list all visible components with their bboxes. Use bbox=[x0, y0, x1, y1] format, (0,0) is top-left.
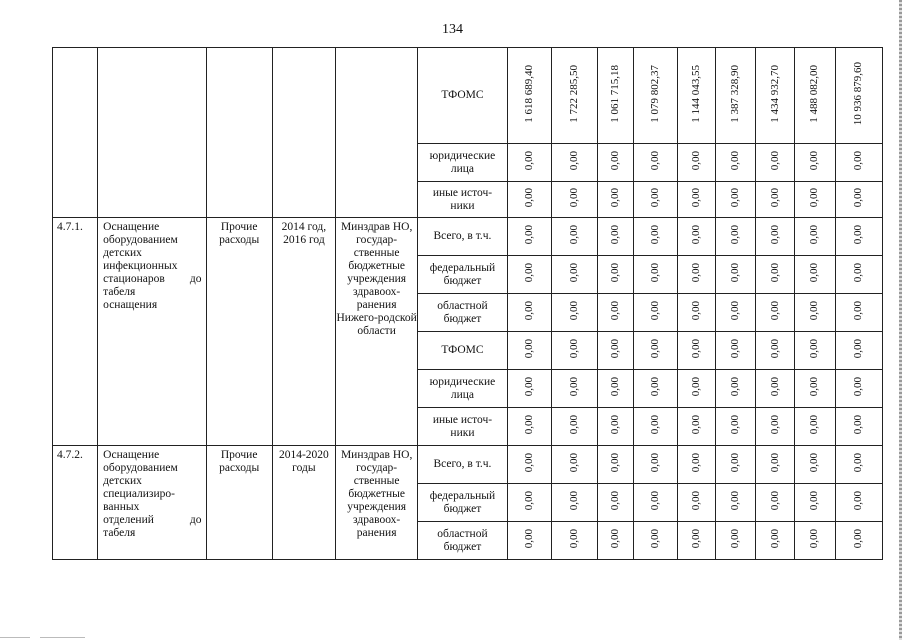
value-text: 0,00 bbox=[729, 376, 742, 397]
value-cell bbox=[794, 144, 835, 182]
item-name-line: отделений до bbox=[103, 514, 202, 526]
value-cell bbox=[835, 144, 882, 182]
value-text: 0,00 bbox=[808, 376, 821, 397]
value-cell bbox=[678, 294, 716, 332]
value-cell bbox=[756, 182, 794, 218]
value-cell bbox=[507, 144, 551, 182]
value-text: 0,00 bbox=[690, 262, 703, 283]
value-cell bbox=[716, 256, 756, 294]
value-cell bbox=[794, 332, 835, 370]
value-cell bbox=[794, 48, 835, 144]
value-cell bbox=[634, 446, 678, 484]
value-text: 0,00 bbox=[852, 528, 865, 549]
value-text: 0,00 bbox=[608, 452, 621, 473]
item-name-line: ванных bbox=[103, 501, 140, 513]
value-text: 0,00 bbox=[649, 300, 662, 321]
item-name-line: стационаров до bbox=[103, 273, 202, 285]
table-row bbox=[53, 218, 883, 256]
source-label: ТФОМС bbox=[418, 332, 507, 370]
item-name-line: детских bbox=[103, 247, 142, 259]
value-cell bbox=[597, 256, 633, 294]
value-cell bbox=[634, 522, 678, 560]
expense-type: Прочие расходы bbox=[206, 446, 272, 560]
value-text: 0,00 bbox=[852, 338, 865, 359]
value-text: 1 079 802,37 bbox=[649, 64, 662, 123]
value-text: 0,00 bbox=[768, 452, 781, 473]
value-cell bbox=[756, 256, 794, 294]
source-label: иные источ-ники bbox=[418, 408, 507, 446]
value-cell bbox=[551, 256, 597, 294]
value-cell bbox=[678, 144, 716, 182]
value-cell bbox=[835, 484, 882, 522]
value-text: 0,00 bbox=[608, 414, 621, 435]
value-text: 0,00 bbox=[729, 452, 742, 473]
scan-edge-artifact bbox=[899, 0, 902, 640]
value-text: 0,00 bbox=[608, 376, 621, 397]
value-cell bbox=[794, 218, 835, 256]
value-text: 0,00 bbox=[808, 452, 821, 473]
value-cell bbox=[597, 182, 633, 218]
value-cell bbox=[678, 332, 716, 370]
item-name bbox=[98, 446, 206, 560]
value-text: 0,00 bbox=[768, 414, 781, 435]
value-text: 0,00 bbox=[522, 490, 535, 511]
value-cell bbox=[678, 408, 716, 446]
executor: Минздрав НО, государ-ственные бюджетные учреждения здравоох-ранения bbox=[336, 446, 418, 560]
value-text: 0,00 bbox=[649, 187, 662, 208]
value-text: 0,00 bbox=[649, 338, 662, 359]
item-name-line: оборудованием bbox=[103, 234, 178, 246]
value-cell bbox=[551, 218, 597, 256]
value-text: 0,00 bbox=[567, 262, 580, 283]
value-text: 10 936 879,60 bbox=[852, 61, 865, 126]
empty-cell bbox=[98, 48, 206, 218]
period: 2014-2020 годы bbox=[272, 446, 335, 560]
source-label: федеральный бюджет bbox=[418, 256, 507, 294]
value-text: 0,00 bbox=[690, 414, 703, 435]
value-cell bbox=[678, 446, 716, 484]
value-cell bbox=[794, 370, 835, 408]
value-text: 0,00 bbox=[768, 300, 781, 321]
value-cell bbox=[835, 256, 882, 294]
value-cell bbox=[716, 332, 756, 370]
value-cell bbox=[756, 294, 794, 332]
item-number: 4.7.2. bbox=[53, 446, 98, 560]
value-text: 0,00 bbox=[808, 187, 821, 208]
empty-cell bbox=[272, 48, 335, 218]
value-cell bbox=[634, 144, 678, 182]
value-cell bbox=[507, 256, 551, 294]
value-cell bbox=[634, 218, 678, 256]
value-text: 0,00 bbox=[690, 150, 703, 171]
period: 2014 год, 2016 год bbox=[272, 218, 335, 446]
value-text: 0,00 bbox=[567, 490, 580, 511]
budget-table bbox=[52, 47, 883, 560]
value-cell bbox=[756, 370, 794, 408]
value-text: 0,00 bbox=[768, 150, 781, 171]
value-text: 0,00 bbox=[608, 224, 621, 245]
value-cell bbox=[507, 370, 551, 408]
value-cell bbox=[678, 182, 716, 218]
value-cell bbox=[507, 332, 551, 370]
value-cell bbox=[716, 522, 756, 560]
value-text: 0,00 bbox=[852, 150, 865, 171]
value-cell bbox=[597, 446, 633, 484]
value-cell bbox=[756, 144, 794, 182]
value-cell bbox=[551, 484, 597, 522]
value-text: 0,00 bbox=[808, 490, 821, 511]
value-cell bbox=[678, 522, 716, 560]
value-cell bbox=[794, 182, 835, 218]
value-cell bbox=[756, 218, 794, 256]
item-name-line: Оснащение bbox=[103, 449, 160, 461]
expense-type: Прочие расходы bbox=[206, 218, 272, 446]
item-name bbox=[98, 218, 206, 446]
value-text: 0,00 bbox=[852, 376, 865, 397]
value-text: 0,00 bbox=[852, 452, 865, 473]
value-text: 0,00 bbox=[852, 300, 865, 321]
value-cell bbox=[756, 48, 794, 144]
value-text: 0,00 bbox=[567, 338, 580, 359]
value-cell bbox=[756, 446, 794, 484]
value-text: 0,00 bbox=[852, 414, 865, 435]
value-text: 0,00 bbox=[567, 150, 580, 171]
value-text: 1 434 932,70 bbox=[768, 64, 781, 123]
value-text: 0,00 bbox=[522, 300, 535, 321]
value-text: 0,00 bbox=[690, 452, 703, 473]
value-cell bbox=[794, 484, 835, 522]
value-text: 0,00 bbox=[522, 224, 535, 245]
value-text: 0,00 bbox=[608, 262, 621, 283]
value-cell bbox=[551, 408, 597, 446]
value-text: 0,00 bbox=[690, 376, 703, 397]
value-cell bbox=[634, 484, 678, 522]
value-text: 1 618 689,40 bbox=[522, 64, 535, 123]
value-cell bbox=[716, 218, 756, 256]
value-text: 0,00 bbox=[567, 300, 580, 321]
value-text: 0,00 bbox=[649, 262, 662, 283]
item-name-line: специализиро- bbox=[103, 488, 175, 500]
value-text: 0,00 bbox=[608, 490, 621, 511]
value-cell bbox=[597, 370, 633, 408]
value-text: 1 722 285,50 bbox=[567, 64, 580, 123]
value-cell bbox=[794, 294, 835, 332]
value-text: 0,00 bbox=[608, 150, 621, 171]
table-row bbox=[53, 48, 883, 144]
value-cell bbox=[678, 48, 716, 144]
value-text: 0,00 bbox=[567, 376, 580, 397]
value-text: 0,00 bbox=[649, 150, 662, 171]
value-text: 0,00 bbox=[768, 528, 781, 549]
value-cell bbox=[551, 294, 597, 332]
source-label: ТФОМС bbox=[418, 48, 507, 144]
value-text: 0,00 bbox=[852, 262, 865, 283]
value-text: 0,00 bbox=[522, 376, 535, 397]
value-text: 0,00 bbox=[567, 528, 580, 549]
value-text: 0,00 bbox=[649, 490, 662, 511]
value-text: 0,00 bbox=[649, 224, 662, 245]
value-text: 0,00 bbox=[729, 490, 742, 511]
value-text: 0,00 bbox=[649, 376, 662, 397]
value-text: 0,00 bbox=[567, 187, 580, 208]
value-cell bbox=[835, 446, 882, 484]
value-cell bbox=[835, 332, 882, 370]
value-text: 0,00 bbox=[522, 187, 535, 208]
item-name-line: инфекционных bbox=[103, 260, 178, 272]
value-cell bbox=[507, 48, 551, 144]
value-cell bbox=[551, 370, 597, 408]
value-cell bbox=[835, 522, 882, 560]
source-label: Всего, в т.ч. bbox=[418, 218, 507, 256]
value-cell bbox=[597, 48, 633, 144]
value-text: 0,00 bbox=[608, 338, 621, 359]
value-text: 1 488 082,00 bbox=[808, 64, 821, 123]
value-text: 0,00 bbox=[729, 224, 742, 245]
scan-footer-mark bbox=[0, 637, 30, 638]
value-text: 0,00 bbox=[567, 452, 580, 473]
value-cell bbox=[716, 294, 756, 332]
value-cell bbox=[634, 332, 678, 370]
empty-cell bbox=[336, 48, 418, 218]
value-text: 0,00 bbox=[729, 300, 742, 321]
value-cell bbox=[597, 522, 633, 560]
value-text: 0,00 bbox=[768, 224, 781, 245]
value-cell bbox=[716, 484, 756, 522]
value-text: 0,00 bbox=[852, 224, 865, 245]
value-text: 0,00 bbox=[808, 338, 821, 359]
value-text: 0,00 bbox=[768, 490, 781, 511]
scan-footer-mark bbox=[40, 637, 85, 638]
source-label: юридические лица bbox=[418, 370, 507, 408]
value-text: 0,00 bbox=[690, 187, 703, 208]
value-text: 0,00 bbox=[852, 490, 865, 511]
value-cell bbox=[756, 484, 794, 522]
value-text: 0,00 bbox=[729, 187, 742, 208]
value-text: 0,00 bbox=[649, 414, 662, 435]
value-cell bbox=[634, 370, 678, 408]
value-text: 0,00 bbox=[729, 262, 742, 283]
value-text: 0,00 bbox=[522, 338, 535, 359]
value-text: 0,00 bbox=[808, 414, 821, 435]
value-text: 0,00 bbox=[608, 187, 621, 208]
value-cell bbox=[716, 370, 756, 408]
value-cell bbox=[835, 370, 882, 408]
value-cell bbox=[716, 446, 756, 484]
value-text: 0,00 bbox=[808, 150, 821, 171]
value-cell bbox=[634, 294, 678, 332]
value-text: 0,00 bbox=[522, 528, 535, 549]
source-label: областной бюджет bbox=[418, 522, 507, 560]
value-cell bbox=[794, 446, 835, 484]
value-cell bbox=[756, 522, 794, 560]
value-cell bbox=[756, 332, 794, 370]
value-text: 0,00 bbox=[729, 414, 742, 435]
value-text: 0,00 bbox=[768, 187, 781, 208]
value-cell bbox=[597, 144, 633, 182]
value-cell bbox=[551, 332, 597, 370]
value-cell bbox=[835, 294, 882, 332]
value-cell bbox=[507, 294, 551, 332]
value-cell bbox=[756, 408, 794, 446]
value-text: 0,00 bbox=[729, 150, 742, 171]
value-cell bbox=[551, 182, 597, 218]
value-text: 0,00 bbox=[522, 262, 535, 283]
value-cell bbox=[551, 48, 597, 144]
empty-cell bbox=[53, 48, 98, 218]
value-cell bbox=[507, 218, 551, 256]
value-cell bbox=[634, 182, 678, 218]
value-text: 0,00 bbox=[768, 262, 781, 283]
value-text: 0,00 bbox=[808, 224, 821, 245]
value-cell bbox=[716, 144, 756, 182]
value-text: 0,00 bbox=[567, 414, 580, 435]
value-text: 0,00 bbox=[808, 528, 821, 549]
value-text: 1 061 715,18 bbox=[608, 64, 621, 123]
value-text: 0,00 bbox=[608, 300, 621, 321]
value-cell bbox=[634, 408, 678, 446]
value-text: 0,00 bbox=[690, 528, 703, 549]
value-text: 0,00 bbox=[768, 376, 781, 397]
value-cell bbox=[597, 484, 633, 522]
value-text: 0,00 bbox=[690, 224, 703, 245]
value-cell bbox=[678, 218, 716, 256]
value-cell bbox=[507, 484, 551, 522]
value-text: 0,00 bbox=[729, 338, 742, 359]
value-cell bbox=[794, 256, 835, 294]
value-cell bbox=[507, 182, 551, 218]
item-number: 4.7.1. bbox=[53, 218, 98, 446]
value-text: 0,00 bbox=[649, 452, 662, 473]
value-text: 0,00 bbox=[690, 490, 703, 511]
value-text: 0,00 bbox=[608, 528, 621, 549]
value-cell bbox=[634, 256, 678, 294]
value-text: 0,00 bbox=[808, 300, 821, 321]
value-cell bbox=[716, 408, 756, 446]
value-cell bbox=[507, 446, 551, 484]
value-text: 0,00 bbox=[690, 338, 703, 359]
value-text: 0,00 bbox=[852, 187, 865, 208]
empty-cell bbox=[206, 48, 272, 218]
executor: Минздрав НО, государ-ственные бюджетные учреждения здравоох-ранения Нижего-родской области bbox=[336, 218, 418, 446]
value-cell bbox=[634, 48, 678, 144]
value-cell bbox=[678, 484, 716, 522]
value-cell bbox=[597, 332, 633, 370]
value-cell bbox=[678, 370, 716, 408]
item-name-line: табеля bbox=[103, 527, 136, 539]
value-cell bbox=[597, 294, 633, 332]
value-text: 1 144 043,55 bbox=[690, 64, 703, 123]
value-text: 1 387 328,90 bbox=[729, 64, 742, 123]
value-cell bbox=[551, 522, 597, 560]
item-name-line: Оснащение bbox=[103, 221, 160, 233]
value-text: 0,00 bbox=[768, 338, 781, 359]
source-label: Всего, в т.ч. bbox=[418, 446, 507, 484]
value-text: 0,00 bbox=[808, 262, 821, 283]
table-row bbox=[53, 446, 883, 484]
value-cell bbox=[794, 408, 835, 446]
value-cell bbox=[835, 182, 882, 218]
item-name-line: детских bbox=[103, 475, 142, 487]
value-text: 0,00 bbox=[522, 150, 535, 171]
source-label: федеральный бюджет bbox=[418, 484, 507, 522]
page-number: 134 bbox=[442, 22, 463, 37]
value-cell bbox=[794, 522, 835, 560]
value-cell bbox=[835, 218, 882, 256]
value-cell bbox=[678, 256, 716, 294]
value-cell bbox=[597, 218, 633, 256]
value-cell bbox=[716, 48, 756, 144]
value-text: 0,00 bbox=[729, 528, 742, 549]
value-text: 0,00 bbox=[567, 224, 580, 245]
value-cell bbox=[597, 408, 633, 446]
source-label: иные источ-ники bbox=[418, 182, 507, 218]
item-name-line: оснащения bbox=[103, 299, 158, 311]
source-label: областной бюджет bbox=[418, 294, 507, 332]
value-cell bbox=[551, 144, 597, 182]
value-cell bbox=[716, 182, 756, 218]
value-cell bbox=[551, 446, 597, 484]
value-cell bbox=[835, 48, 882, 144]
value-text: 0,00 bbox=[522, 452, 535, 473]
value-cell bbox=[835, 408, 882, 446]
value-text: 0,00 bbox=[522, 414, 535, 435]
value-cell bbox=[507, 408, 551, 446]
value-cell bbox=[507, 522, 551, 560]
value-text: 0,00 bbox=[690, 300, 703, 321]
item-name-line: табеля bbox=[103, 286, 136, 298]
value-text: 0,00 bbox=[649, 528, 662, 549]
item-name-line: оборудованием bbox=[103, 462, 178, 474]
source-label: юридические лица bbox=[418, 144, 507, 182]
